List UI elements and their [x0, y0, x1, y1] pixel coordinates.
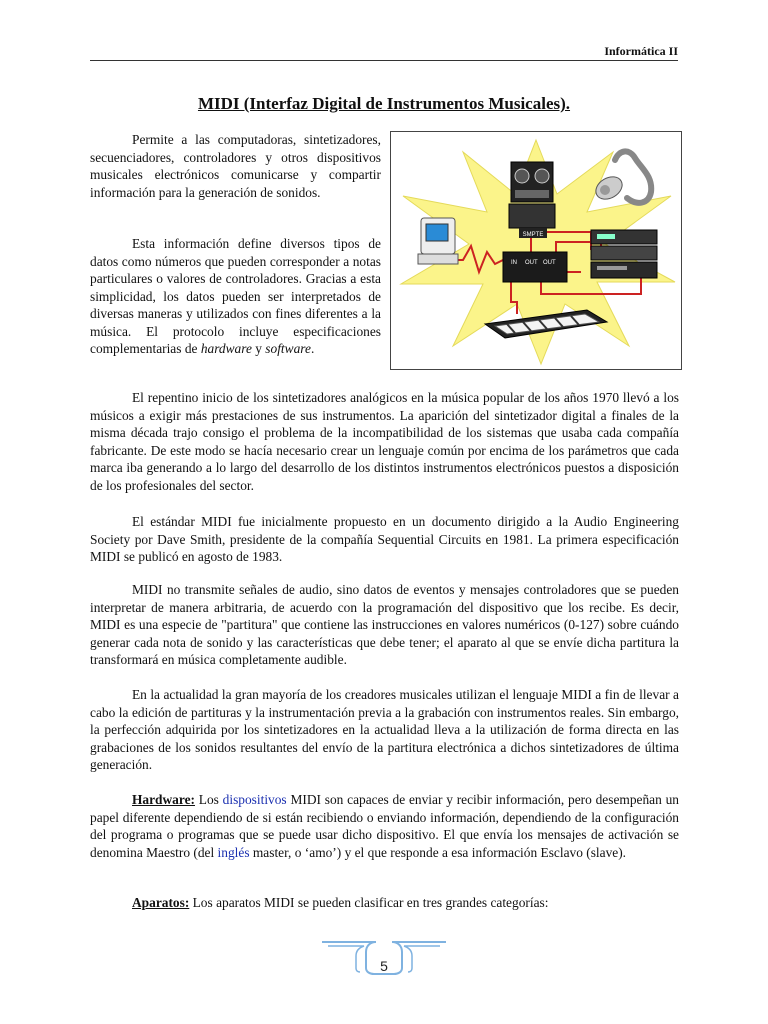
page-title: MIDI (Interfaz Digital de Instrumentos Musicales). [197, 94, 571, 113]
paragraph-hardware [90, 791, 679, 861]
intro-paragraph-2 [90, 235, 381, 358]
sensor-cable [615, 151, 651, 202]
hardware-term: hardware [200, 341, 252, 356]
paragraph-aparatos [90, 894, 679, 912]
header-label: Informática II [604, 44, 678, 58]
paragraph-partitura: MIDI no transmite señales de audio, sino datos de eventos y mensajes controladores que se pueden interpretar de manera arbitraria, de acuerdo con la programación del dispositivo que los recibe. Es decir, MIDI es una especie de "partitura" que contiene las instrucciones en valores numéricos (0-127) sobre cuándo generar cada nota de sonido y las características que debe tener; el aparato al que se envíe dicha partitura la transformará en música completamente audible. [90, 582, 679, 667]
midi-setup-illustration [390, 131, 682, 370]
page-number: 5 [380, 958, 388, 974]
link-dispositivos[interactable]: dispositivos [222, 792, 287, 807]
paragraph-actualidad: En la actualidad la gran mayoría de los creadores musicales utilizan el lenguaje MIDI a fin de llevar a cabo la edición de partituras y la instrumentación previa a la grabación con instrumentos reales. Sin embargo, la perfección adquirida por los sintetizadores en la actualidad lleva a la utilización de forma directa en las grabaciones de los sonidos resultantes del envío de la partitura electrónica a dichos sintetizadores de última generación. [90, 687, 679, 772]
out-port-label-1: OUT [525, 260, 538, 266]
paragraph-standard: El estándar MIDI fue inicialmente propuesto en un documento dirigido a la Audio Engineering Society por Dave Smith, presidente de la compañía Sequential Circuits en 1981. La primera especificación MIDI se publicó en agosto de 1983. [90, 514, 679, 564]
in-port-label: IN [511, 260, 517, 266]
out-port-label-2: OUT [543, 260, 556, 266]
paragraph-history: El repentino inicio de los sintetizadores analógicos en la música popular de los años 1970 llevó a los músicos a exigir más prestaciones de sus instrumentos. La aparición del sintetizador digital a finales de la misma década trajo consigo el problema de la incompatibilidad de los sistemas que usaba cada compañía fabricante. De este modo se hacía necesario crear un lenguaje común por encima de los parámetros que cada marca iba generando a lo largo del desarrollo de los distintos instrumentos electrónicos puestos a disposición de los profesionales del sector. [90, 390, 679, 493]
rack-module-icon [591, 230, 657, 278]
aparatos-text: Los aparatos MIDI se pueden clasificar en tres grandes categorías: [189, 895, 549, 910]
software-term: software [265, 341, 311, 356]
intro-paragraph-1: Permite a las computadoras, sintetizadores, secuenciadores, controladores y otros dispositivos musicales electrónicos comunicarse y compartir información para la generación de sonidos. [90, 132, 381, 200]
link-ingles[interactable]: inglés [217, 844, 250, 860]
computer-icon [418, 218, 458, 264]
tape-recorder-icon [509, 162, 555, 228]
smpte-label: SMPTE [522, 232, 544, 238]
page-number-ornament [318, 934, 450, 976]
hardware-text-3: master, o ‘amo’) y el que responde a esa información Esclavo (slave). [249, 844, 627, 860]
hardware-text-1: Los [194, 792, 223, 807]
intro-p2-text: Esta información define diversos tipos de datos como números que pueden corresponder a notas particulares o valores de controladores. Gracias a esta simplicidad, los datos pueden ser interpretados de diversas maneras y utilizados con fines diferentes a la música. El protocolo incluye especificaciones complementarias de [90, 236, 381, 356]
midi-setup-drawing [391, 132, 681, 369]
hardware-text-2: MIDI son capaces de enviar y recibir información, pero desempeñan un papel diferente dependiendo de si están recibiendo o enviando información, dependiendo de la configuración del programa o programas que se puede usar dicho dispositivo. El que envía los mensajes de activación se denomina Maestro (del [90, 792, 679, 860]
aparatos-heading: Aparatos: [132, 895, 190, 910]
intro-p2-and: y [251, 341, 266, 356]
hardware-heading: Hardware: [132, 792, 195, 807]
running-header [90, 44, 678, 61]
intro-p2-end: . [310, 341, 315, 356]
